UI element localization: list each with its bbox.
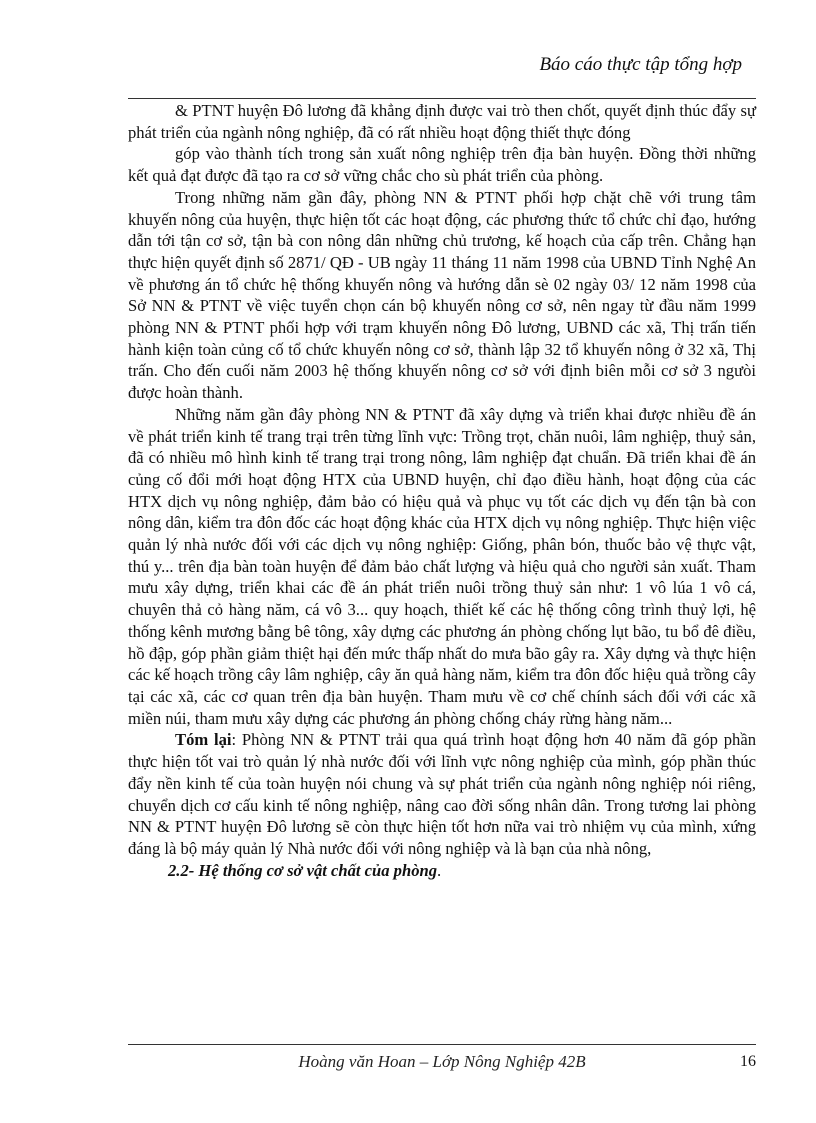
page-header	[128, 50, 756, 80]
paragraph-continuation	[128, 100, 756, 143]
footer-divider	[128, 1044, 756, 1045]
paragraph-farm-economy	[128, 404, 756, 730]
page-number-text: 16	[740, 1053, 756, 1070]
section-heading	[128, 860, 756, 882]
paragraph-continuation-2-text: góp vào thành tích trong sản xuất nông nghiệp trên địa bàn huyện. Đồng thời những kết quả đạt được đã tạo ra cơ sở vững chắc cho sù phát triển của phòng.	[128, 144, 756, 186]
footer-author-text: Hoàng văn Hoan – Lớp Nông Nghiệp 42B	[298, 1052, 586, 1071]
header-divider	[128, 98, 756, 99]
summary-text: : Phòng NN & PTNT trải qua quá trình hoạt động hơn 40 năm đã góp phần thực hiện tốt vai trò quản lý nhà nước đối với lĩnh vực nông nghiệp của mình, góp phần thúc đẩy nền kinh tế của toàn huyện nói chung và sự phát triển của ngành nông nghiệp nói riêng, chuyển dịch cơ cấu kinh tế nông nghiệp, nâng cao đời sống nhân dân. Trong tương lai phòng NN & PTNT huyện Đô lương sẽ còn thực hiện tốt hơn nữa vai trò nhiệm vụ của mình, xứng đáng là bộ máy quản lý Nhà nước đối với nông nghiệp và là bạn của nhà nông,	[128, 730, 756, 858]
document-body	[128, 100, 756, 881]
paragraph-extension-program	[128, 187, 756, 404]
paragraph-farm-economy-text: Những năm gần đây phòng NN & PTNT đã xây dựng và triển khai được nhiều đề án về phát triển kinh tế trang trại trên từng lĩnh vực: Trồng trọt, chăn nuôi, lâm nghiệp, thuỷ sản, đã có nhiều mô hình kinh tế trang trại trong nông, lâm nghiệp đạt chuẩn. Đã triển khai đề án củng cố đổi mới hoạt động HTX của UBND huyện, chỉ đạo điều hành, hoạt động của các HTX dịch vụ nông nghiệp, đảm bảo có hiệu quả và phục vụ tốt các dịch vụ đến tận bà con nông dân, kiểm tra đôn đốc các hoạt động khác của HTX dịch vụ nông nghiệp. Thực hiện việc quản lý nhà nước đối với các dịch vụ nông nghiệp: Giống, phân bón, thuốc bảo vệ thực vật, thú y... trên địa bàn toàn huyện để đảm bảo chất lượng và hiệu quả cho người sản xuất. Tham mưu xây dựng, triển khai các đề án phát triển nuôi trồng thuỷ sản như: 1 vô lúa 1 vô cá, chuyên thả cỏ hàng năm, cá vô 3... quy hoạch, thiết kế các hệ thống công trình thuỷ lợi, hệ thống kênh mương bằng bê tông, xây dựng các phương án phòng chống lụt bão, tu bổ đê điều, hồ đập, góp phần giảm thiệt hại đến mức thấp nhất do mưa bão gây ra. Xây dựng và thực hiện các kế hoạch trồng cây lâm nghiệp, cây ăn quả hàng năm, kiểm tra đôn đốc hiệu quả trồng cây tại các xã, các cơ quan trên địa bàn huyện. Tham mưu về cơ chế chính sách đối với các xã miền núi, tham mưu xây dựng các phương án phòng chống cháy rừng hàng năm...	[128, 404, 756, 728]
summary-label: Tóm lại	[175, 730, 232, 750]
header-title: Báo cáo thực tập tổng hợp	[539, 54, 742, 75]
footer-author	[128, 1050, 756, 1074]
paragraph-extension-program-text: Trong những năm gần đây, phòng NN & PTNT phối hợp chặt chẽ với trung tâm khuyến nông của huyện, thực hiện tốt các hoạt động, các phương thức tổ chức chỉ đạo, hướng dẫn tới tận cơ sở, tận bà con nông dân những chủ trương, kế hoạch của cấp trên. Chẳng hạn thực hiện quyết định số 2871/ QĐ - UB ngày 11 tháng 11 năm 1998 của UBND Tỉnh Nghệ An về phương án tổ chức hệ thống khuyến nông và hướng dẫn sè 02 ngày 03/ 12 năm 1998 của Sở NN & PTNT về việc tuyển chọn cán bộ khuyến nông cơ sở, nên ngay từ đầu năm 1999 phòng NN & PTNT phối hợp với trạm khuyến nông Đô lương, UBND các xã, Thị trấn tiến hành kiện toàn củng cố tổ chức khuyến nông cơ sở, thành lập 32 tổ khuyến nông ở 32 xã, Thị trấn. Cho đến cuối năm 2003 hệ thống khuyến nông cơ sở với định biên mỗi cơ sở 3 ngưòi được hoàn thành.	[128, 187, 756, 403]
paragraph-summary	[128, 729, 756, 859]
paragraph-continuation-text: & PTNT huyện Đô lương đã khẳng định được vai trò then chốt, quyết định thúc đẩy sự phát triển của ngành nông nghiệp, đã có rất nhiều hoạt động thiết thực đóng	[128, 101, 756, 142]
section-heading-text: 2.2- Hệ thống cơ sở vật chất của phòng	[168, 860, 438, 880]
page-number	[700, 1050, 756, 1074]
paragraph-continuation-2	[128, 143, 756, 186]
section-heading-period: .	[437, 860, 442, 880]
